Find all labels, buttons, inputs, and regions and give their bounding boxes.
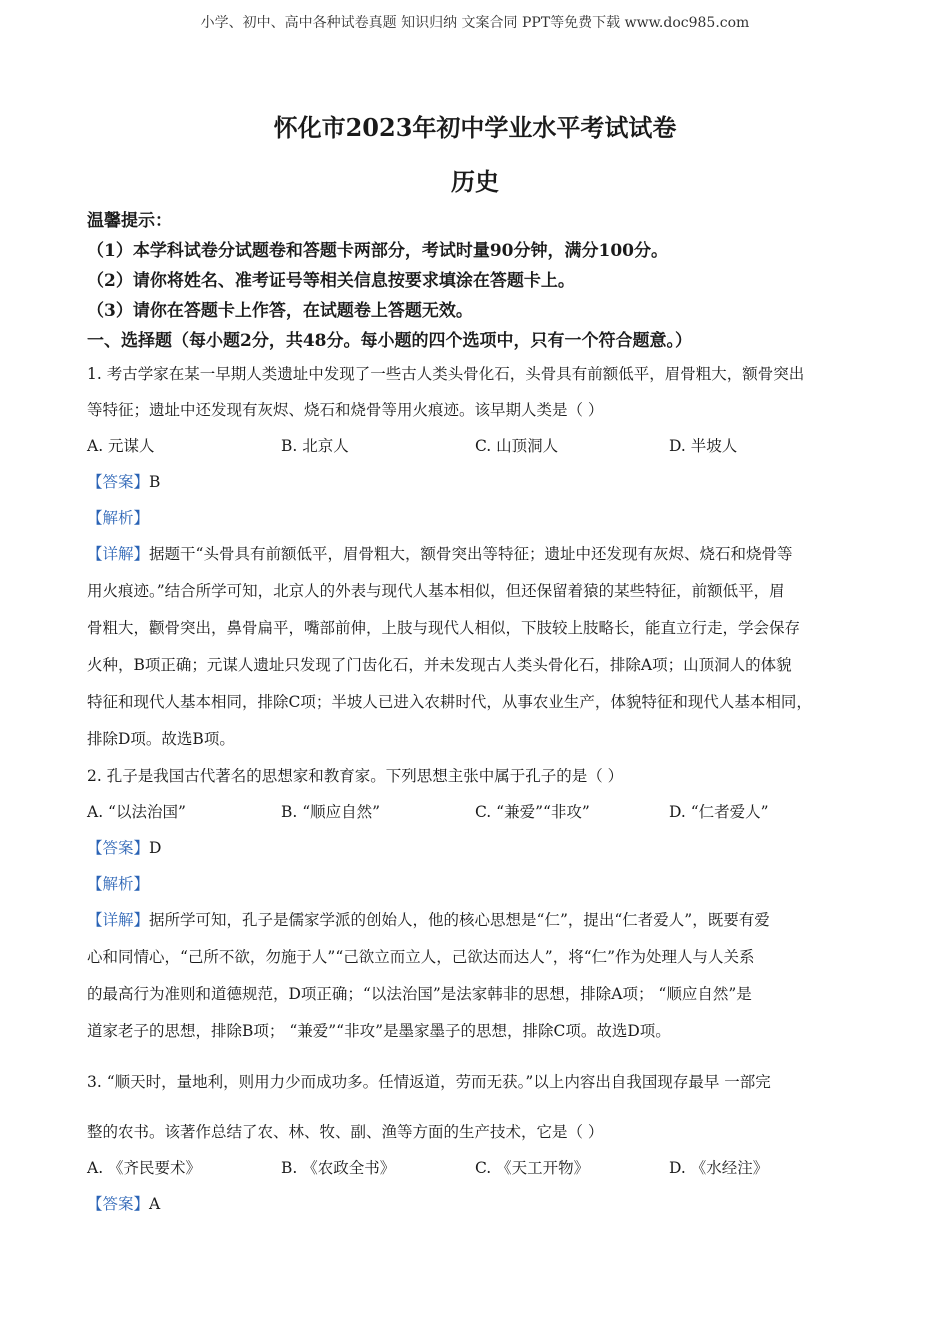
question-3 xyxy=(87,1064,873,1222)
question-options xyxy=(87,794,873,830)
exam-content xyxy=(87,206,873,1222)
question-stem: 3. “顺天时，量地利，则用力少而成功多。任情返道，劳而无获。”以上内容出自我国现存最早 一部完 xyxy=(87,1073,771,1091)
detail-text: 排除D项。故选B项。 xyxy=(87,730,235,748)
detail-paragraph xyxy=(87,536,873,758)
tips-heading: 温馨提示： xyxy=(87,211,172,231)
option-a: A. 元谋人 xyxy=(87,437,155,455)
detail-tag: 【详解】 xyxy=(87,911,150,929)
analysis-tag: 【解析】 xyxy=(87,509,150,527)
detail-text: 用火痕迹。”结合所学可知，北京人的外表与现代人基本相似，但还保留着猿的某些特征，前额低平，眉 xyxy=(87,582,785,600)
answer-line xyxy=(87,1186,873,1222)
exam-subject: 历史 xyxy=(451,167,499,196)
answer-value: A xyxy=(149,1195,161,1213)
answer-line xyxy=(87,830,873,866)
option-a: A. 《齐民要术》 xyxy=(87,1159,202,1177)
answer-line xyxy=(87,464,873,500)
detail-paragraph xyxy=(87,902,873,1050)
detail-text: 特征和现代人基本相同，排除C项；半坡人已进入农耕时代，从事农业生产，体貌特征和现代人基本相同， xyxy=(87,693,812,711)
question-options xyxy=(87,428,873,464)
question-1 xyxy=(87,356,873,758)
question-stem: 1. 考古学家在某一早期人类遗址中发现了一些古人类头骨化石，头骨具有前额低平，眉骨粗大，额骨突出 xyxy=(87,365,805,383)
option-c: C. “兼爱”“非攻” xyxy=(475,803,590,821)
option-c: C. 《天工开物》 xyxy=(475,1159,590,1177)
option-c: C. 山顶洞人 xyxy=(475,437,559,455)
detail-text: 的最高行为准则和道德规范，D项正确；“以法治国”是法家韩非的思想，排除A项； “顺应自然”是 xyxy=(87,985,752,1003)
detail-text: 骨粗大，颧骨突出，鼻骨扁平，嘴部前伸，上肢与现代人相似，下肢较上肢略长，能直立行走，学会保存 xyxy=(87,619,801,637)
detail-text: 据题干“头骨具有前额低平，眉骨粗大，额骨突出等特征；遗址中还发现有灰烬、烧石和烧骨等 xyxy=(149,545,793,563)
option-a: A. “以法治国” xyxy=(87,803,186,821)
analysis-line xyxy=(87,866,873,902)
detail-text: 火种，B项正确；元谋人遗址只发现了门齿化石，并未发现古人类头骨化石，排除A项；山顶洞人的体貌 xyxy=(87,656,792,674)
option-b: B. 北京人 xyxy=(281,437,349,455)
tip-item: （2）请你将姓名、准考证号等相关信息按要求填涂在答题卡上。 xyxy=(87,271,575,291)
detail-text: 据所学可知，孔子是儒家学派的创始人，他的核心思想是“仁”，提出“仁者爱人”，既要有爱 xyxy=(149,911,770,929)
answer-tag: 【答案】 xyxy=(87,839,150,857)
question-stem: 2. 孔子是我国古代著名的思想家和教育家。下列思想主张中属于孔子的是（ ） xyxy=(87,767,624,785)
answer-tag: 【答案】 xyxy=(87,1195,150,1213)
detail-text: 道家老子的思想，排除B项； “兼爱”“非攻”是墨家墨子的思想，排除C项。故选D项。 xyxy=(87,1022,671,1040)
detail-text: 心和同情心，“己所不欲，勿施于人”“己欲立而立人，己欲达而达人”，将“仁”作为处理人与人关系 xyxy=(87,948,755,966)
answer-value: B xyxy=(149,473,161,491)
question-options xyxy=(87,1150,873,1186)
section-heading: 一、选择题（每小题2分，共48分。每小题的四个选项中，只有一个符合题意。） xyxy=(87,331,692,351)
option-d: D. “仁者爱人” xyxy=(669,803,769,821)
answer-value: D xyxy=(149,839,162,857)
option-b: B. 《农政全书》 xyxy=(281,1159,396,1177)
question-stem: 整的农书。该著作总结了农、林、牧、副、渔等方面的生产技术，它是（ ） xyxy=(87,1123,604,1141)
page-header: 小学、初中、高中各种试卷真题 知识归纳 文案合同 PPT等免费下载 www.doc985.com xyxy=(200,15,750,31)
question-2 xyxy=(87,758,873,1050)
option-d: D. 《水经注》 xyxy=(669,1159,769,1177)
analysis-tag: 【解析】 xyxy=(87,875,150,893)
analysis-line xyxy=(87,500,873,536)
option-b: B. “顺应自然” xyxy=(281,803,381,821)
detail-tag: 【详解】 xyxy=(87,545,150,563)
answer-tag: 【答案】 xyxy=(87,473,150,491)
tip-item: （1）本学科试卷分试题卷和答题卡两部分，考试时量90分钟，满分100分。 xyxy=(87,241,668,261)
tip-item: （3）请你在答题卡上作答，在试题卷上答题无效。 xyxy=(87,301,473,321)
option-d: D. 半坡人 xyxy=(669,437,738,455)
exam-title: 怀化市2023年初中学业水平考试试卷 xyxy=(273,113,677,142)
question-stem: 等特征；遗址中还发现有灰烬、烧石和烧骨等用火痕迹。该早期人类是（ ） xyxy=(87,401,604,419)
